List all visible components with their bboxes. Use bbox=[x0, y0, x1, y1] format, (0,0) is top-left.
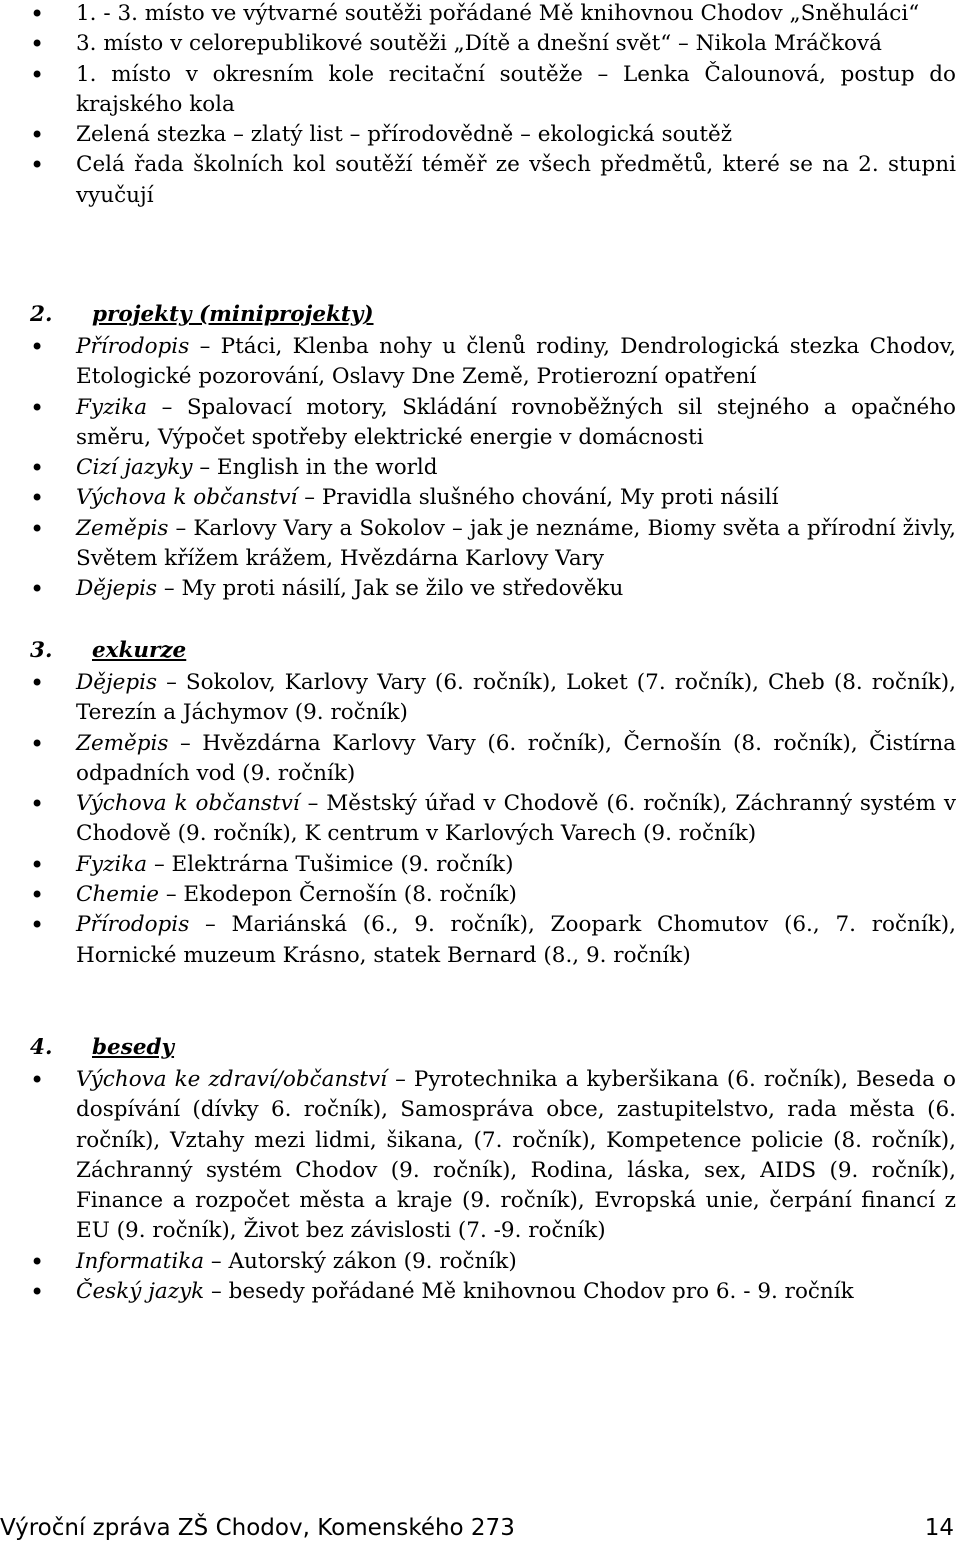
subject-label: Fyzika bbox=[76, 394, 148, 420]
list-item: • Dějepis – My proti násilí, Jak se žilo ve středověku bbox=[0, 574, 960, 604]
list-item: • Chemie – Ekodepon Černošín (8. ročník) bbox=[0, 880, 960, 910]
subject-label: Výchova k občanství bbox=[76, 485, 298, 511]
subject-label: Fyzika bbox=[76, 851, 148, 877]
subject-label: Výchova k občanství bbox=[76, 791, 300, 817]
subject-label: Dějepis bbox=[76, 670, 158, 695]
projects-list bbox=[0, 332, 960, 605]
section-heading-projects: 2. projekty (miniprojekty) bbox=[30, 302, 374, 327]
list-item: • Dějepis – Sokolov, Karlovy Vary (6. ročník), Loket (7. ročník), Cheb (8. ročník), Terezín a Jáchymov (9. ročník) bbox=[0, 668, 960, 729]
list-item: • Zeměpis – Karlovy Vary a Sokolov – jak je neznáme, Biomy světa a přírodní živly, Světem křížem krážem, Hvězdárna Karlovy Vary bbox=[0, 514, 960, 575]
subject-label: Přírodopis bbox=[76, 912, 190, 938]
subject-label: Výchova ke zdraví/občanství bbox=[76, 1067, 388, 1092]
list-item: • Fyzika – Spalovací motory, Skládání rovnoběžných sil stejného a opačného směru, Výpočet spotřeby elektrické energie v domácnosti bbox=[0, 393, 960, 454]
list-item: • Český jazyk – besedy pořádané Mě knihovnou Chodov pro 6. - 9. ročník bbox=[0, 1277, 960, 1307]
subject-label: Informatika bbox=[76, 1248, 205, 1274]
excursions-list bbox=[0, 668, 960, 971]
competition-results-list bbox=[0, 0, 960, 211]
list-item: • Cizí jazyky – English in the world bbox=[0, 453, 960, 483]
page-number: 14 bbox=[924, 1515, 954, 1541]
talks-list bbox=[0, 1065, 960, 1307]
list-item: • Celá řada školních kol soutěží téměř ze všech předmětů, které se na 2. stupni vyučují bbox=[0, 150, 960, 211]
list-item: • Fyzika – Elektrárna Tušimice (9. ročník) bbox=[0, 850, 960, 880]
list-item: • 3. místo v celorepublikové soutěži „Dítě a dnešní svět“ – Nikola Mráčková bbox=[0, 29, 960, 59]
list-item: • Zeměpis – Hvězdárna Karlovy Vary (6. ročník), Černošín (8. ročník), Čistírna odpadních vod (9. ročník) bbox=[0, 729, 960, 790]
list-item: • Výchova k občanství – Pravidla slušného chování, My proti násilí bbox=[0, 483, 960, 513]
subject-label: Chemie bbox=[76, 882, 160, 908]
list-item: • Zelená stezka – zlatý list – přírodovědně – ekologická soutěž bbox=[0, 120, 960, 150]
list-item: • 1. - 3. místo ve výtvarné soutěži pořádané Mě knihovnou Chodov „Sněhuláci“ bbox=[0, 0, 960, 29]
list-item: • Přírodopis – Mariánská (6., 9. ročník), Zoopark Chomutov (6., 7. ročník), Hornické muzeum Krásno, statek Bernard (8., 9. ročník) bbox=[0, 910, 960, 971]
list-item: • Přírodopis – Ptáci, Klenba nohy u členů rodiny, Dendrologická stezka Chodov, Etologické pozorování, Oslavy Dne Země, Protierozní opatření bbox=[0, 332, 960, 393]
footer-title: Výroční zpráva ZŠ Chodov, Komenského 273 bbox=[0, 1515, 515, 1541]
list-item: • 1. místo v okresním kole recitační soutěže – Lenka Čalounová, postup do krajského kola bbox=[0, 60, 960, 121]
subject-label: Zeměpis bbox=[76, 515, 169, 541]
list-item: • Výchova k občanství – Městský úřad v Chodově (6. ročník), Záchranný systém v Chodově (9. ročník), K centrum v Karlových Varech (9. ročník) bbox=[0, 789, 960, 850]
subject-label: Dějepis bbox=[76, 576, 158, 602]
list-item: • Výchova ke zdraví/občanství – Pyrotechnika a kyberšikana (6. ročník), Beseda o dospívání (dívky 6. ročník), Samospráva obce, zastupitelstvo, rada města (6. ročník), Vztahy mezi lidmi, šikana, (7. ročník), Kompetence policie (8. ročník), Záchranný systém Chodov (9. ročník), Rodina, láska, sex, AIDS (9. ročník), Finance a rozpočet města a kraje (9. ročník), Evropská unie, čerpání financí z EU (9. ročník), Život bez závislosti (7. -9. ročník) bbox=[0, 1065, 960, 1247]
section-heading-talks: 4. besedy bbox=[30, 1035, 175, 1060]
subject-label: Český jazyk bbox=[76, 1279, 205, 1305]
section-heading-excursions: 3. exkurze bbox=[30, 638, 187, 663]
list-item: • Informatika – Autorský zákon (9. ročník) bbox=[0, 1247, 960, 1277]
subject-label: Přírodopis bbox=[76, 334, 190, 359]
subject-label: Zeměpis bbox=[76, 730, 169, 756]
page-footer bbox=[0, 1513, 954, 1543]
subject-label: Cizí jazyky bbox=[76, 455, 193, 481]
